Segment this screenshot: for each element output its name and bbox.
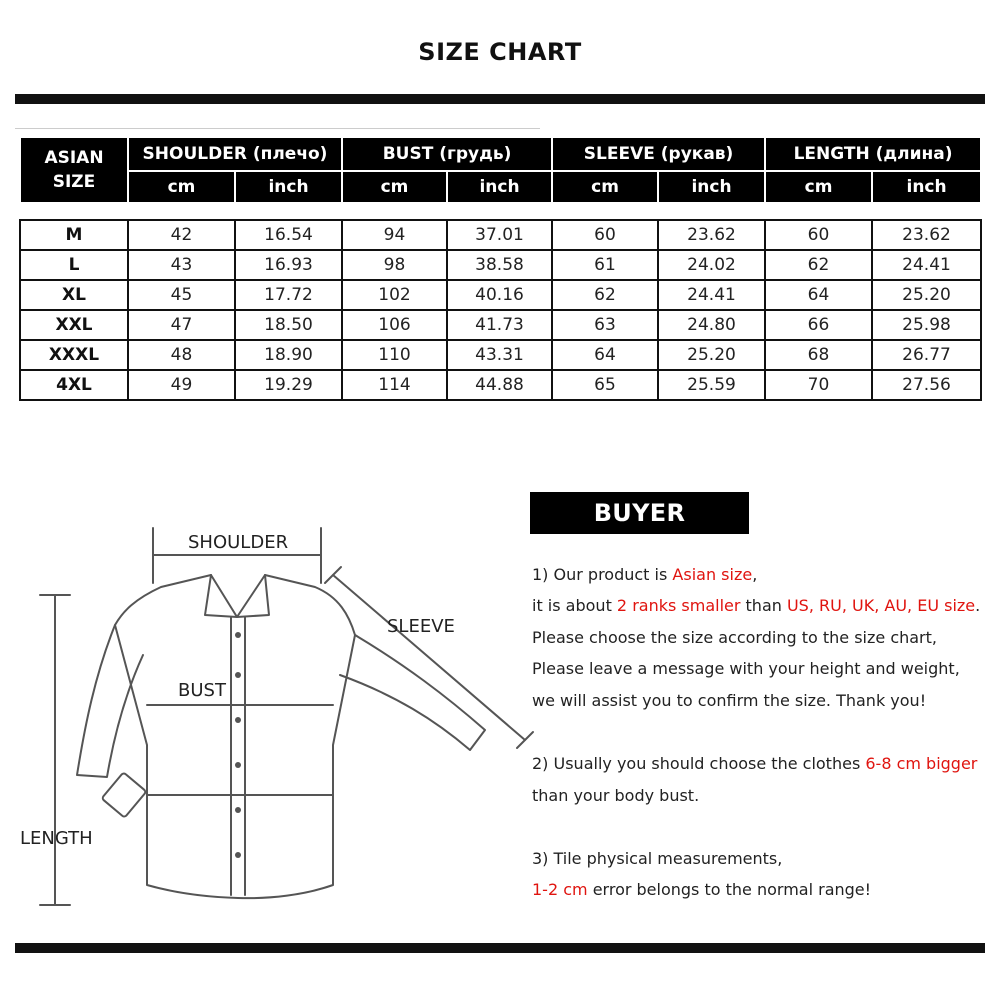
label-sleeve: SLEEVE	[387, 616, 455, 637]
table-row	[20, 370, 981, 400]
note-1-line-4: Please leave a message with your height and weight,	[532, 659, 960, 678]
header-bust: BUST (грудь)	[342, 137, 552, 171]
label-length: LENGTH	[20, 828, 93, 849]
measurement-cell: 94	[342, 220, 447, 250]
measurement-cell: 110	[342, 340, 447, 370]
size-cell: XL	[20, 280, 128, 310]
measurement-cell: 64	[552, 340, 658, 370]
measurement-cell: 24.80	[658, 310, 765, 340]
measurement-cell: 25.98	[872, 310, 981, 340]
top-divider	[15, 94, 985, 104]
measurement-cell: 25.20	[658, 340, 765, 370]
measurement-cell: 60	[765, 220, 872, 250]
unit-inch: inch	[235, 171, 342, 203]
size-cell: 4XL	[20, 370, 128, 400]
unit-cm: cm	[128, 171, 235, 203]
measurement-cell: 62	[765, 250, 872, 280]
header-size	[20, 137, 128, 203]
measurement-cell: 64	[765, 280, 872, 310]
measurement-cell: 26.77	[872, 340, 981, 370]
measurement-cell: 38.58	[447, 250, 552, 280]
measurement-cell: 60	[552, 220, 658, 250]
shirt-diagram	[15, 525, 535, 935]
measurement-cell: 45	[128, 280, 235, 310]
measurement-cell: 25.20	[872, 280, 981, 310]
measurement-cell: 47	[128, 310, 235, 340]
measurement-cell: 18.90	[235, 340, 342, 370]
unit-inch: inch	[872, 171, 981, 203]
measurement-cell: 19.29	[235, 370, 342, 400]
header-length: LENGTH (длина)	[765, 137, 981, 171]
unit-inch: inch	[658, 171, 765, 203]
measurement-cell: 24.41	[658, 280, 765, 310]
measurement-cell: 43.31	[447, 340, 552, 370]
table-row	[20, 220, 981, 250]
note-2-line-2: than your body bust.	[532, 786, 700, 805]
bottom-divider	[15, 943, 985, 953]
size-cell: XXL	[20, 310, 128, 340]
shirt-illustration	[15, 525, 535, 935]
label-shoulder: SHOULDER	[188, 532, 289, 553]
measurement-cell: 41.73	[447, 310, 552, 340]
measurement-cell: 48	[128, 340, 235, 370]
note-3-line-1: 3) Tile physical measurements,	[532, 849, 783, 868]
measurement-cell: 63	[552, 310, 658, 340]
unit-inch: inch	[447, 171, 552, 203]
measurement-cell: 43	[128, 250, 235, 280]
size-table	[19, 219, 982, 401]
measurement-cell: 24.02	[658, 250, 765, 280]
table-row	[20, 340, 981, 370]
measurement-cell: 68	[765, 340, 872, 370]
measurement-cell: 23.62	[872, 220, 981, 250]
measurement-cell: 114	[342, 370, 447, 400]
measurement-cell: 65	[552, 370, 658, 400]
note-1-line-1: 1) Our product is Asian size,	[532, 565, 758, 584]
measurement-cell: 40.16	[447, 280, 552, 310]
thin-divider	[15, 128, 540, 129]
measurement-cell: 18.50	[235, 310, 342, 340]
buyer-reading-heading: BUYER READING	[530, 492, 749, 534]
size-table-header	[19, 136, 982, 204]
measurement-cell: 70	[765, 370, 872, 400]
measurement-cell: 42	[128, 220, 235, 250]
table-row	[20, 250, 981, 280]
note-3-line-2: 1-2 cm error belongs to the normal range!	[532, 880, 872, 899]
size-cell: XXXL	[20, 340, 128, 370]
table-row	[20, 280, 981, 310]
measurement-cell: 44.88	[447, 370, 552, 400]
size-cell: M	[20, 220, 128, 250]
measurement-cell: 62	[552, 280, 658, 310]
measurement-cell: 37.01	[447, 220, 552, 250]
measurement-cell: 66	[765, 310, 872, 340]
note-1-line-5: we will assist you to confirm the size. Thank you!	[532, 691, 927, 710]
measurement-cell: 16.54	[235, 220, 342, 250]
unit-cm: cm	[342, 171, 447, 203]
measurement-cell: 25.59	[658, 370, 765, 400]
size-cell: L	[20, 250, 128, 280]
header-shoulder: SHOULDER (плечо)	[128, 137, 342, 171]
table-row	[20, 310, 981, 340]
label-bust: BUST	[178, 680, 226, 701]
measurement-cell: 23.62	[658, 220, 765, 250]
measurement-cell: 17.72	[235, 280, 342, 310]
header-size-line1: ASIAN	[44, 148, 104, 168]
measurement-cell: 106	[342, 310, 447, 340]
measurement-cell: 49	[128, 370, 235, 400]
measurement-cell: 16.93	[235, 250, 342, 280]
note-1-line-2: it is about 2 ranks smaller than US, RU, UK, AU, EU size.	[532, 596, 981, 615]
measurement-cell: 98	[342, 250, 447, 280]
unit-cm: cm	[552, 171, 658, 203]
header-size-line2: SIZE	[52, 172, 96, 192]
note-2-line-1: 2) Usually you should choose the clothes 6-8 cm bigger	[532, 754, 978, 773]
header-sleeve: SLEEVE (рукав)	[552, 137, 765, 171]
unit-cm: cm	[765, 171, 872, 203]
measurement-cell: 102	[342, 280, 447, 310]
measurement-cell: 24.41	[872, 250, 981, 280]
measurement-cell: 27.56	[872, 370, 981, 400]
page-title: SIZE CHART	[418, 38, 582, 66]
note-1-line-3: Please choose the size according to the size chart,	[532, 628, 937, 647]
measurement-cell: 61	[552, 250, 658, 280]
